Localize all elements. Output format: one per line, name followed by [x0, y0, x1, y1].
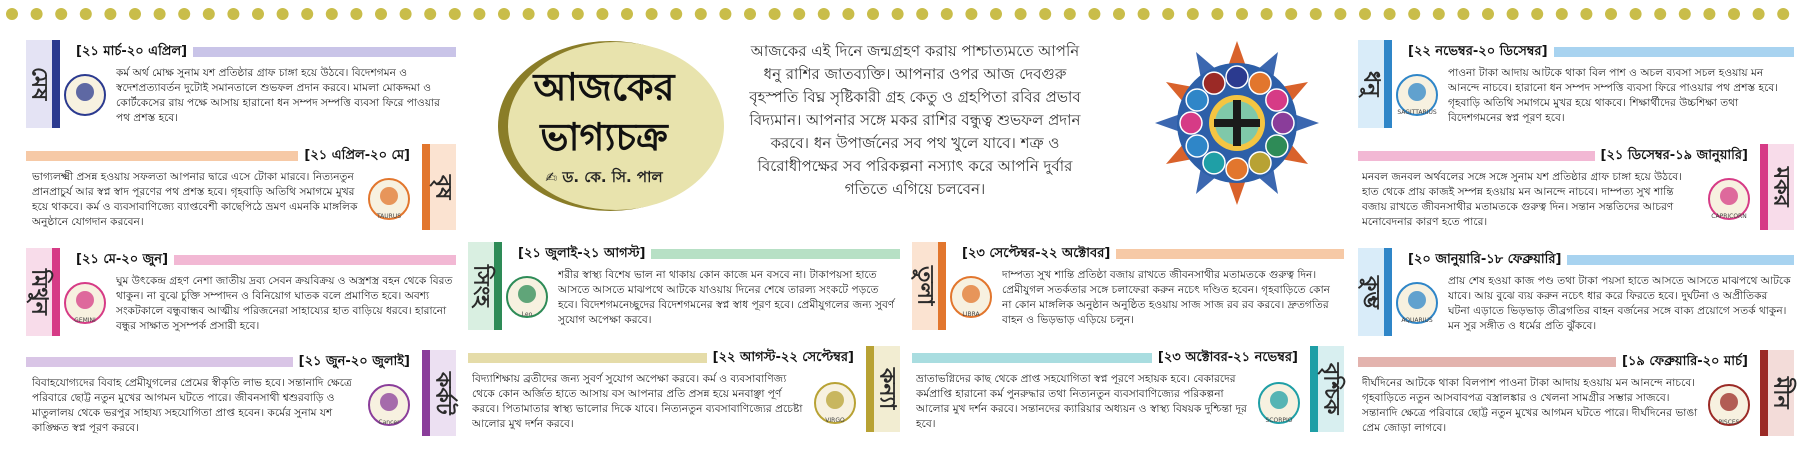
wheel-sign-medallion	[1249, 72, 1271, 94]
date-range: [২১ এপ্রিল-২০ মে]	[304, 147, 410, 163]
svg-text:GEMINI: GEMINI	[74, 317, 96, 324]
date-bar	[70, 42, 456, 62]
wheel-sign-medallion	[1266, 89, 1288, 111]
date-range: [২১ জুলাই-২১ আগস্ট]	[518, 245, 646, 261]
border-dot	[867, 8, 879, 20]
border-dot	[227, 8, 239, 20]
date-bar	[1358, 352, 1754, 372]
svg-text:LIBRA: LIBRA	[962, 311, 980, 318]
date-range: [২২ নভেম্বর-২০ ডিসেম্বর]	[1408, 43, 1548, 59]
sign-card-karkat	[26, 348, 456, 446]
sign-text: কর্ম অর্থ মোক্ষ সুনাম যশ প্রতিষ্ঠার গ্রাফ চাঙ্গা হয়ে উঠবে। বিদেশগমন ও স্বদেশপ্রত্যাবর্তন দুটোই সমানতালে শুভফল প্রদান করবে। মামলা মোকদ্দমা ও কোর্টকেসের রায় পক্ষে আসায় হারানো ধন সম্পদ সম্পত্তি ব্যবসা ফিরে পাওয়ার পথ প্রশস্ত হবে।	[116, 67, 440, 124]
sign-name-tab: মকর	[1760, 144, 1794, 230]
border-dot	[1285, 8, 1297, 20]
author-name: ড. কে. সি. পাল	[562, 168, 663, 186]
sign-text: শরীর স্বাস্থ্য বিশেষ ভাল না থাকায় কোন কাজে মন বসবে না। টাকাপয়সা হাতে আসতে আসতে মাঝপথে আটকে যাওয়ায় দিনের শেষে তারল্য সংকটে পড়তে হবে। বিদেশগমনেচ্ছুদের বিদেশগমনের স্বপ্ন স্বাধ পূরণ হবে। প্রেমীযুগলের জন্য সুবর্ণ সুযোগ অপেক্ষা করবে।	[558, 269, 895, 326]
border-dot	[547, 8, 559, 20]
border-dot	[646, 8, 658, 20]
sign-card-meen	[1358, 348, 1794, 446]
wheel-sign-medallion	[1180, 112, 1202, 134]
border-dot	[1039, 8, 1051, 20]
sign-card-makar	[1358, 142, 1794, 242]
sign-name-tab: মেষ	[26, 40, 60, 128]
svg-text:CAPRICORN: CAPRICORN	[1711, 213, 1747, 220]
wheel-sign-medallion	[1186, 135, 1208, 157]
libra-icon	[948, 274, 994, 320]
sign-card-mithun	[26, 246, 456, 344]
border-dot	[178, 8, 190, 20]
border-dot	[129, 8, 141, 20]
sagittarius-icon	[1394, 72, 1440, 118]
sign-text: ভ্রাতাভগ্নিদের কাছ থেকে প্রাপ্ত সহযোগিতা স্বপ্ন পূরণে সহায়ক হবে। বেকারদের কর্মপ্রাপ্তি হারানো কর্ম পুনরুদ্ধার তথা নিত্যনতুন ব্যবসাবাণিজ্যের পরিকল্পনা আলোর মুখ দর্শন করবে। সন্তানদের ক্যারিয়ার অধ্যয়ন ও স্বাস্থ্য বিষয়ক দুশ্চিন্তা দূর হবে।	[916, 373, 1247, 430]
title-block	[474, 38, 734, 213]
sign-text: দীর্ঘদিনের আটকে থাকা বিলপাশ পাওনা টাকা আদায় হওয়ায় মন আনন্দে নাচবে। গৃহবাড়িতে নতুন আসবাবপত্র বস্ত্রালঙ্কার ও খেলনা সামগ্রীর সম্ভার সাজবে। সন্তানাদি ক্ষেত্রে পরিবারে ছোট্ট নতুন মুখের আগমন ঘটতে পারে। দীর্ঘদিনের ভাঙা প্রেম জোড়া লাগবে।	[1362, 377, 1698, 434]
border-dot	[1605, 8, 1617, 20]
date-bar	[956, 244, 1344, 264]
border-dot	[449, 8, 461, 20]
sign-name-tab: সিংহ	[468, 242, 502, 330]
sign-name-tab: কুম্ভ	[1358, 248, 1392, 336]
border-dot	[1384, 8, 1396, 20]
border-dot	[1187, 8, 1199, 20]
date-range: [২৩ সেপ্টেম্বর-২২ অক্টোবর]	[962, 245, 1111, 261]
border-dot	[523, 8, 535, 20]
border-dot	[31, 8, 43, 20]
sign-card-brish	[26, 142, 456, 242]
border-dot	[55, 8, 67, 20]
sign-text: দাম্পত্য সুখ শান্তি প্রতিষ্ঠা বজায় রাখতে জীবনসাথীর মতামতকে গুরুত্ব দিন। প্রেমীযুগল সতর্কতার সঙ্গে চলাফেরা করুন নচেৎ দণ্ডিত হবেন। গৃহবাড়িতে কোন না কোন মাঙ্গলিক অনুষ্ঠান অনুষ্ঠিত হওয়ায় সাজ সাজ রব রব করবে। দ্রুতগতির বাহন ও ভিড়ভাড় এড়িয়ে চলুন।	[1002, 269, 1330, 326]
border-dot	[1359, 8, 1371, 20]
sign-card-mesh	[26, 38, 456, 136]
dotted-top-border	[0, 0, 1803, 28]
svg-text:VIRGO: VIRGO	[825, 417, 845, 424]
border-dot	[1630, 8, 1642, 20]
sign-text: পাওনা টাকা আদায় আটকে থাকা বিল পাশ ও অচল ব্যবসা সচল হওয়ায় মন আনন্দে নাচবে। হারানো ধন সম্পদ সম্পত্তি ব্যবসা ফিরে পাওয়ার পথ প্রশস্ত হবে। গৃহবাড়ি অতিথি সমাগমে মুখর হয়ে থাকবে। শিক্ষার্থীদের উচ্চশিক্ষা তথা বিদেশগমনের স্বপ্ন পূরণ হবে।	[1448, 67, 1779, 124]
border-dot	[719, 8, 731, 20]
aquarius-icon	[1394, 280, 1440, 326]
wheel-sign-medallion	[1249, 152, 1271, 174]
border-dot	[621, 8, 633, 20]
border-dot	[424, 8, 436, 20]
border-dot	[1261, 8, 1273, 20]
date-range: [২৩ অক্টোবর-২১ নভেম্বর]	[1157, 349, 1298, 365]
date-range: [২১ মার্চ-২০ এপ্রিল]	[76, 43, 188, 59]
border-dot	[1236, 8, 1248, 20]
border-dot	[1334, 8, 1346, 20]
border-dot	[1433, 8, 1445, 20]
border-dot	[1138, 8, 1150, 20]
border-dot	[1088, 8, 1100, 20]
date-bar	[1358, 146, 1754, 166]
border-dot	[1654, 8, 1666, 20]
sign-text: ঘুম উৎকেন্দ্র গ্রহণ নেশা জাতীয় দ্রব্য সেবন ক্রয়বিক্রয় ও অস্ত্রশস্ত্র বহন থেকে বিরত থাকুন। না বুঝে চুক্তি সম্পাদন ও বিনিয়োগ ঘাতক বলে প্রমাণিত হবে। অবশ্য সংকটকালে বন্ধুবান্ধব আত্মীয় পরিজনেরা সাহায্যের হাত বাড়িয়ে ধরবে। হারানো বন্ধুর সাক্ষাত সুসম্পর্ক প্রসারী হবে।	[116, 275, 453, 332]
wheel-sign-medallion	[1186, 89, 1208, 111]
border-dot	[498, 8, 510, 20]
sign-name-tab: মীন	[1760, 350, 1794, 436]
date-range: [২০ জানুয়ারি-১৮ ফেব্রুয়ারি]	[1408, 251, 1562, 267]
date-bar	[26, 352, 416, 372]
wheel-sign-medallion	[1203, 152, 1225, 174]
sign-name-tab: বৃষ	[422, 144, 456, 230]
border-dot	[818, 8, 830, 20]
border-dot	[473, 8, 485, 20]
svg-text:Leo: Leo	[521, 311, 533, 318]
sign-card-kumbha	[1358, 246, 1794, 344]
border-dot	[252, 8, 264, 20]
pen-icon: ✍	[545, 170, 558, 186]
border-dot	[350, 8, 362, 20]
capricorn-icon	[1706, 176, 1752, 222]
border-dot	[842, 8, 854, 20]
sign-text: বিদ্যাশিক্ষায় ব্রতীদের জন্য সুবর্ণ সুযোগ অপেক্ষা করবে। কর্ম ও ব্যবসাবাণিজ্য থেকে কোন অর্জিত হাতে আসায় বস আপনার প্রতি প্রসন্ন হয়ে মনবাঞ্ছা পূর্ণ করবে। পিতামাতার স্বাস্থ্য ভালোর দিকে যাবে। নিত্যনতুন ব্যবসাবাণিজ্যের প্রচেষ্টা আলোর মুখ দর্শন করবে।	[472, 373, 803, 430]
border-dot	[965, 8, 977, 20]
date-bar	[912, 348, 1304, 368]
border-dot	[1310, 8, 1322, 20]
sign-name-tab: মিথুন	[26, 248, 60, 336]
border-dot	[1408, 8, 1420, 20]
border-dot	[916, 8, 928, 20]
border-dot	[1015, 8, 1027, 20]
border-dot	[104, 8, 116, 20]
pisces-icon	[1706, 382, 1752, 428]
border-dot	[1482, 8, 1494, 20]
border-dot	[1531, 8, 1543, 20]
scorpio-icon	[1256, 380, 1302, 426]
wheel-sign-medallion	[1266, 135, 1288, 157]
border-dot	[154, 8, 166, 20]
wheel-sign-medallion	[1272, 112, 1294, 134]
sign-text: প্রায় শেষ হওয়া কাজ পণ্ড তথা টাকা পয়সা হাতে আসতে আসতে মাঝপথে আটকে যাবে। আয় বুঝে ব্যয় করুন নচেৎ ধার করে ফিরতে হবে। দুর্ঘটনা ও অপ্রীতিকর ঘটনা এড়াতে ভিড়ভাড় তীব্রগতির বাহন বর্জনের সঙ্গে বাক্য প্রয়োগে সতর্ক থাকুন। মন সুর সঙ্গীত ও ধর্মের প্রতি ঝুঁকবে।	[1448, 275, 1791, 332]
border-dot	[375, 8, 387, 20]
border-dot	[941, 8, 953, 20]
sign-text: ভাগ্যলক্ষ্মী প্রসন্ন হওয়ায় সফলতা আপনার দ্বারে এসে টোকা মারবে। নিত্যনতুন প্রানপ্রাচুর্য আর স্বপ্ন স্বাদ পূরণের পথ প্রশস্ত হবে। গৃহবাড়ি অতিথি সমাগমে মুখর হয়ে থাকবে। কর্ম ও ব্যবসাবাণিজ্যে ব্যাপ্তবেশী কাছেপিঠে ভ্রমণ এমনকি মাঙ্গলিক অনুষ্ঠানে যোগদান করবেন।	[32, 171, 358, 228]
sign-name-tab: তুলা	[912, 242, 946, 330]
border-dot	[793, 8, 805, 20]
sign-card-singha	[468, 240, 900, 342]
svg-text:Cancer: Cancer	[378, 419, 400, 426]
border-dot	[301, 8, 313, 20]
leo-icon	[504, 274, 550, 320]
aries-icon	[62, 72, 108, 118]
zodiac-wheel-icon	[1152, 38, 1322, 208]
date-range: [১৯ ফেব্রুয়ারি-২০ মার্চ]	[1622, 353, 1748, 369]
wheel-sign-medallion	[1226, 158, 1248, 180]
sign-card-dhanu	[1358, 38, 1794, 136]
sign-card-brishchik	[912, 344, 1344, 446]
border-dot	[1211, 8, 1223, 20]
date-range: [২১ মে-২০ জুন]	[76, 251, 169, 267]
sign-name-tab: বৃশ্চিক	[1310, 346, 1344, 432]
border-dot	[1556, 8, 1568, 20]
border-dot	[1679, 8, 1691, 20]
svg-text:SAGITTARIUS: SAGITTARIUS	[1397, 109, 1437, 116]
border-dot	[695, 8, 707, 20]
border-dot	[1507, 8, 1519, 20]
date-range: [২২ আগস্ট-২২ সেপ্টেম্বর]	[712, 349, 854, 365]
date-bar	[26, 146, 416, 166]
border-dot	[670, 8, 682, 20]
border-dot	[744, 8, 756, 20]
border-dot	[1753, 8, 1765, 20]
wheel-cross	[1214, 119, 1260, 127]
border-dot	[1777, 8, 1789, 20]
title-line-1: আজকের	[533, 64, 675, 109]
wheel-sign-medallion	[1226, 66, 1248, 88]
border-dot	[400, 8, 412, 20]
border-dot	[892, 8, 904, 20]
sign-card-tula	[912, 240, 1344, 342]
border-dot	[203, 8, 215, 20]
border-dot	[1457, 8, 1469, 20]
border-dot	[326, 8, 338, 20]
sign-card-kanya	[468, 344, 900, 446]
date-bar	[1402, 42, 1794, 62]
date-bar	[512, 244, 900, 264]
border-dot	[1703, 8, 1715, 20]
date-bar	[1402, 250, 1794, 270]
border-dot	[572, 8, 584, 20]
wheel-sign-medallion	[1203, 72, 1225, 94]
border-dot	[1113, 8, 1125, 20]
border-dot	[990, 8, 1002, 20]
border-dot	[769, 8, 781, 20]
date-range: [২১ ডিসেম্বর-১৯ জানুয়ারি]	[1600, 147, 1748, 163]
date-range: [২১ জুন-২০ জুলাই]	[298, 353, 410, 369]
border-dot	[1064, 8, 1076, 20]
border-dot	[1580, 8, 1592, 20]
sign-name-tab: কন্যা	[866, 346, 900, 432]
border-dot	[1728, 8, 1740, 20]
gemini-icon	[62, 280, 108, 326]
sign-text: মনবল জনবল অর্থবলের সঙ্গে সঙ্গে সুনাম যশ প্রতিষ্ঠার গ্রাফ চাঙ্গা হয়ে উঠবে। হাত থেকে প্রায় কাজই সম্পন্ন হওয়ায় মন আনন্দে নাচবে। দাম্পত্য সুখ শান্তি বজায় রাখতে জীবনসাথীর মতামতকে গুরুত্ব দিন। সন্তান সন্ততিদের আচরণ মনোবেদনার কারণ হতে পারে।	[1362, 171, 1682, 228]
sign-text: বিবাহযোগ্যদের বিবাহ প্রেমীযুগলের প্রেমের স্বীকৃতি লাভ হবে। সন্তানাদি ক্ষেত্রে পরিবারে ছোট্ট নতুন মুখের আগমন ঘটতে পারে। জীবনসাথী শ্বশুরবাড়ি ও মাতুলালয় থেকে ভরপুর সাহায্য সহযোগিতা প্রাপ্ত হবেন। কর্মের সুনাম যশ কাঙ্ক্ষিত স্বপ্ন পূরণ করবে।	[32, 377, 352, 434]
date-bar	[70, 250, 456, 270]
border-dot	[277, 8, 289, 20]
border-dot	[596, 8, 608, 20]
sign-name-tab: ধনু	[1358, 40, 1392, 128]
title-line-2: ভাগ্যচক্র	[540, 114, 668, 159]
date-bar	[468, 348, 860, 368]
border-dot	[80, 8, 92, 20]
sign-name-tab: কর্কট	[422, 350, 456, 436]
cancer-icon	[366, 382, 412, 428]
svg-text:SCORPIO: SCORPIO	[1265, 417, 1293, 424]
svg-text:PISCES: PISCES	[1718, 419, 1740, 426]
border-dot	[1162, 8, 1174, 20]
svg-text:AQUARIUS: AQUARIUS	[1401, 317, 1433, 324]
center-horoscope-text: আজকের এই দিনে জন্মগ্রহণ করায় পাশ্চাত্যমতে আপনি ধনু রাশির জাতব্যক্তি। আপনার ওপর আজ দেবগুরু বৃহস্পতি বিঘ্ন সৃষ্টিকারী গ্রহ কেতু ও গ্রহপিতা রবির প্রভাব বিদ্যমান। আপনার সঙ্গে মকর রাশির বন্ধুত্ব শুভফল প্রদান করবে। ধন উপার্জনের সব পথ খুলে যাবে। শত্রু ও বিরোধীপক্ষের সব পরিকল্পনা নস্যাৎ করে আপনি দুর্বার গতিতে এগিয়ে চলবেন।	[749, 42, 1081, 198]
border-dot	[6, 8, 18, 20]
virgo-icon	[812, 380, 858, 426]
taurus-icon	[366, 176, 412, 222]
svg-text:TAURUS: TAURUS	[376, 213, 402, 220]
